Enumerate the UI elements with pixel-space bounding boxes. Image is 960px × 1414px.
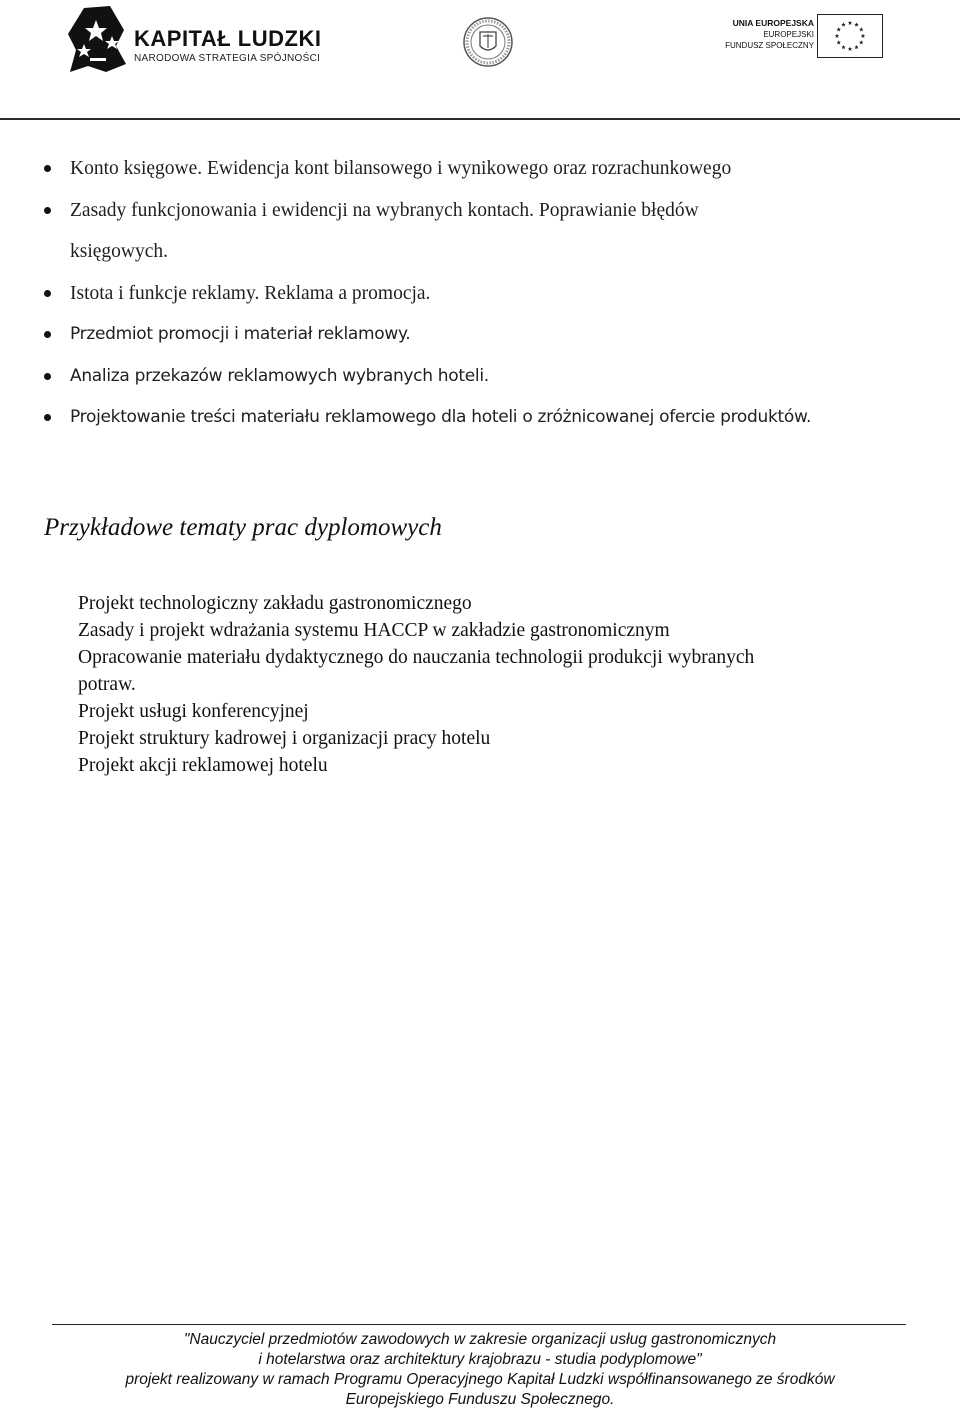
- eu-logo-line-2: EUROPEJSKI: [763, 30, 814, 39]
- kapital-ludzki-logo: [66, 6, 322, 74]
- eu-logo-line-1: UNIA EUROPEJSKA: [732, 18, 814, 28]
- topic-item: Zasady i projekt wdrażania systemu HACCP w zakładzie gastronomicznym: [78, 620, 670, 641]
- bullet-text: Istota i funkcje reklamy. Reklama a promocja.: [70, 282, 431, 304]
- eu-logo-line-3: FUNDUSZ SPOŁECZNY: [725, 41, 814, 50]
- section-title: Przykładowe tematy prac dyplomowych: [44, 514, 442, 541]
- bullet-dot-icon: [44, 207, 51, 214]
- eu-flag-icon: [817, 14, 883, 58]
- bullet-item: [40, 273, 920, 315]
- bullet-dot-icon: [44, 165, 51, 172]
- bullet-dot-icon: [44, 331, 51, 338]
- topic-item: Projekt akcji reklamowej hotelu: [78, 755, 328, 776]
- bullet-text: Konto księgowe. Ewidencja kont bilansowego i wynikowego oraz rozrachunkowego: [70, 158, 732, 179]
- footer-line-2: i hotelarstwa oraz architektury krajobrazu - studia podyplomowe": [258, 1351, 702, 1368]
- eu-logo-text: [718, 18, 814, 51]
- topic-item: Opracowanie materiału dydaktycznego do nauczania technologii produkcji wybranych: [78, 647, 755, 668]
- topic-item: potraw.: [78, 674, 136, 695]
- kapital-ludzki-subtitle: NARODOWA STRATEGIA SPÓJNOŚCI: [134, 53, 321, 64]
- footer-line-1: "Nauczyciel przedmiotów zawodowych w zakresie organizacji usług gastronomicznych: [183, 1331, 777, 1348]
- bullet-item: [40, 397, 920, 439]
- kapital-ludzki-title: KAPITAŁ LUDZKI: [134, 26, 322, 51]
- thesis-topics-list: [78, 590, 898, 779]
- bullet-item: [40, 190, 920, 273]
- footer-line-4: Europejskiego Funduszu Społecznego.: [345, 1391, 615, 1408]
- bullet-list: [40, 148, 920, 439]
- topic-item: Projekt usługi konferencyjnej: [78, 701, 309, 722]
- footer-line-3: projekt realizowany w ramach Programu Operacyjnego Kapitał Ludzki współfinansowanego ze środków: [125, 1371, 835, 1388]
- bullet-item: [40, 314, 920, 356]
- university-seal-icon: [462, 16, 514, 68]
- topic-item: Projekt struktury kadrowej i organizacji pracy hotelu: [78, 728, 491, 749]
- bullet-dot-icon: [44, 290, 51, 297]
- bullet-text-continuation: księgowych.: [70, 241, 169, 262]
- bullet-dot-icon: [44, 373, 51, 380]
- bullet-item: [40, 356, 920, 398]
- page-footer: [40, 1330, 920, 1410]
- bullet-text: Projektowanie treści materiału reklamowego dla hoteli o zróżnicowanej ofercie produktów.: [70, 407, 812, 427]
- bullet-text: Przedmiot promocji i materiał reklamowy.: [70, 324, 411, 344]
- bullet-text: Analiza przekazów reklamowych wybranych hoteli.: [70, 365, 489, 386]
- kapital-ludzki-icon: [66, 6, 128, 74]
- bullet-dot-icon: [44, 414, 51, 421]
- footer-divider: [52, 1324, 906, 1325]
- page-header: [0, 0, 960, 120]
- bullet-text: Zasady funkcjonowania i ewidencji na wybranych kontach. Poprawianie błędów: [70, 199, 699, 221]
- bullet-item: [40, 148, 920, 190]
- topic-item: Projekt technologiczny zakładu gastronomicznego: [78, 593, 472, 614]
- eu-logo: [716, 12, 886, 62]
